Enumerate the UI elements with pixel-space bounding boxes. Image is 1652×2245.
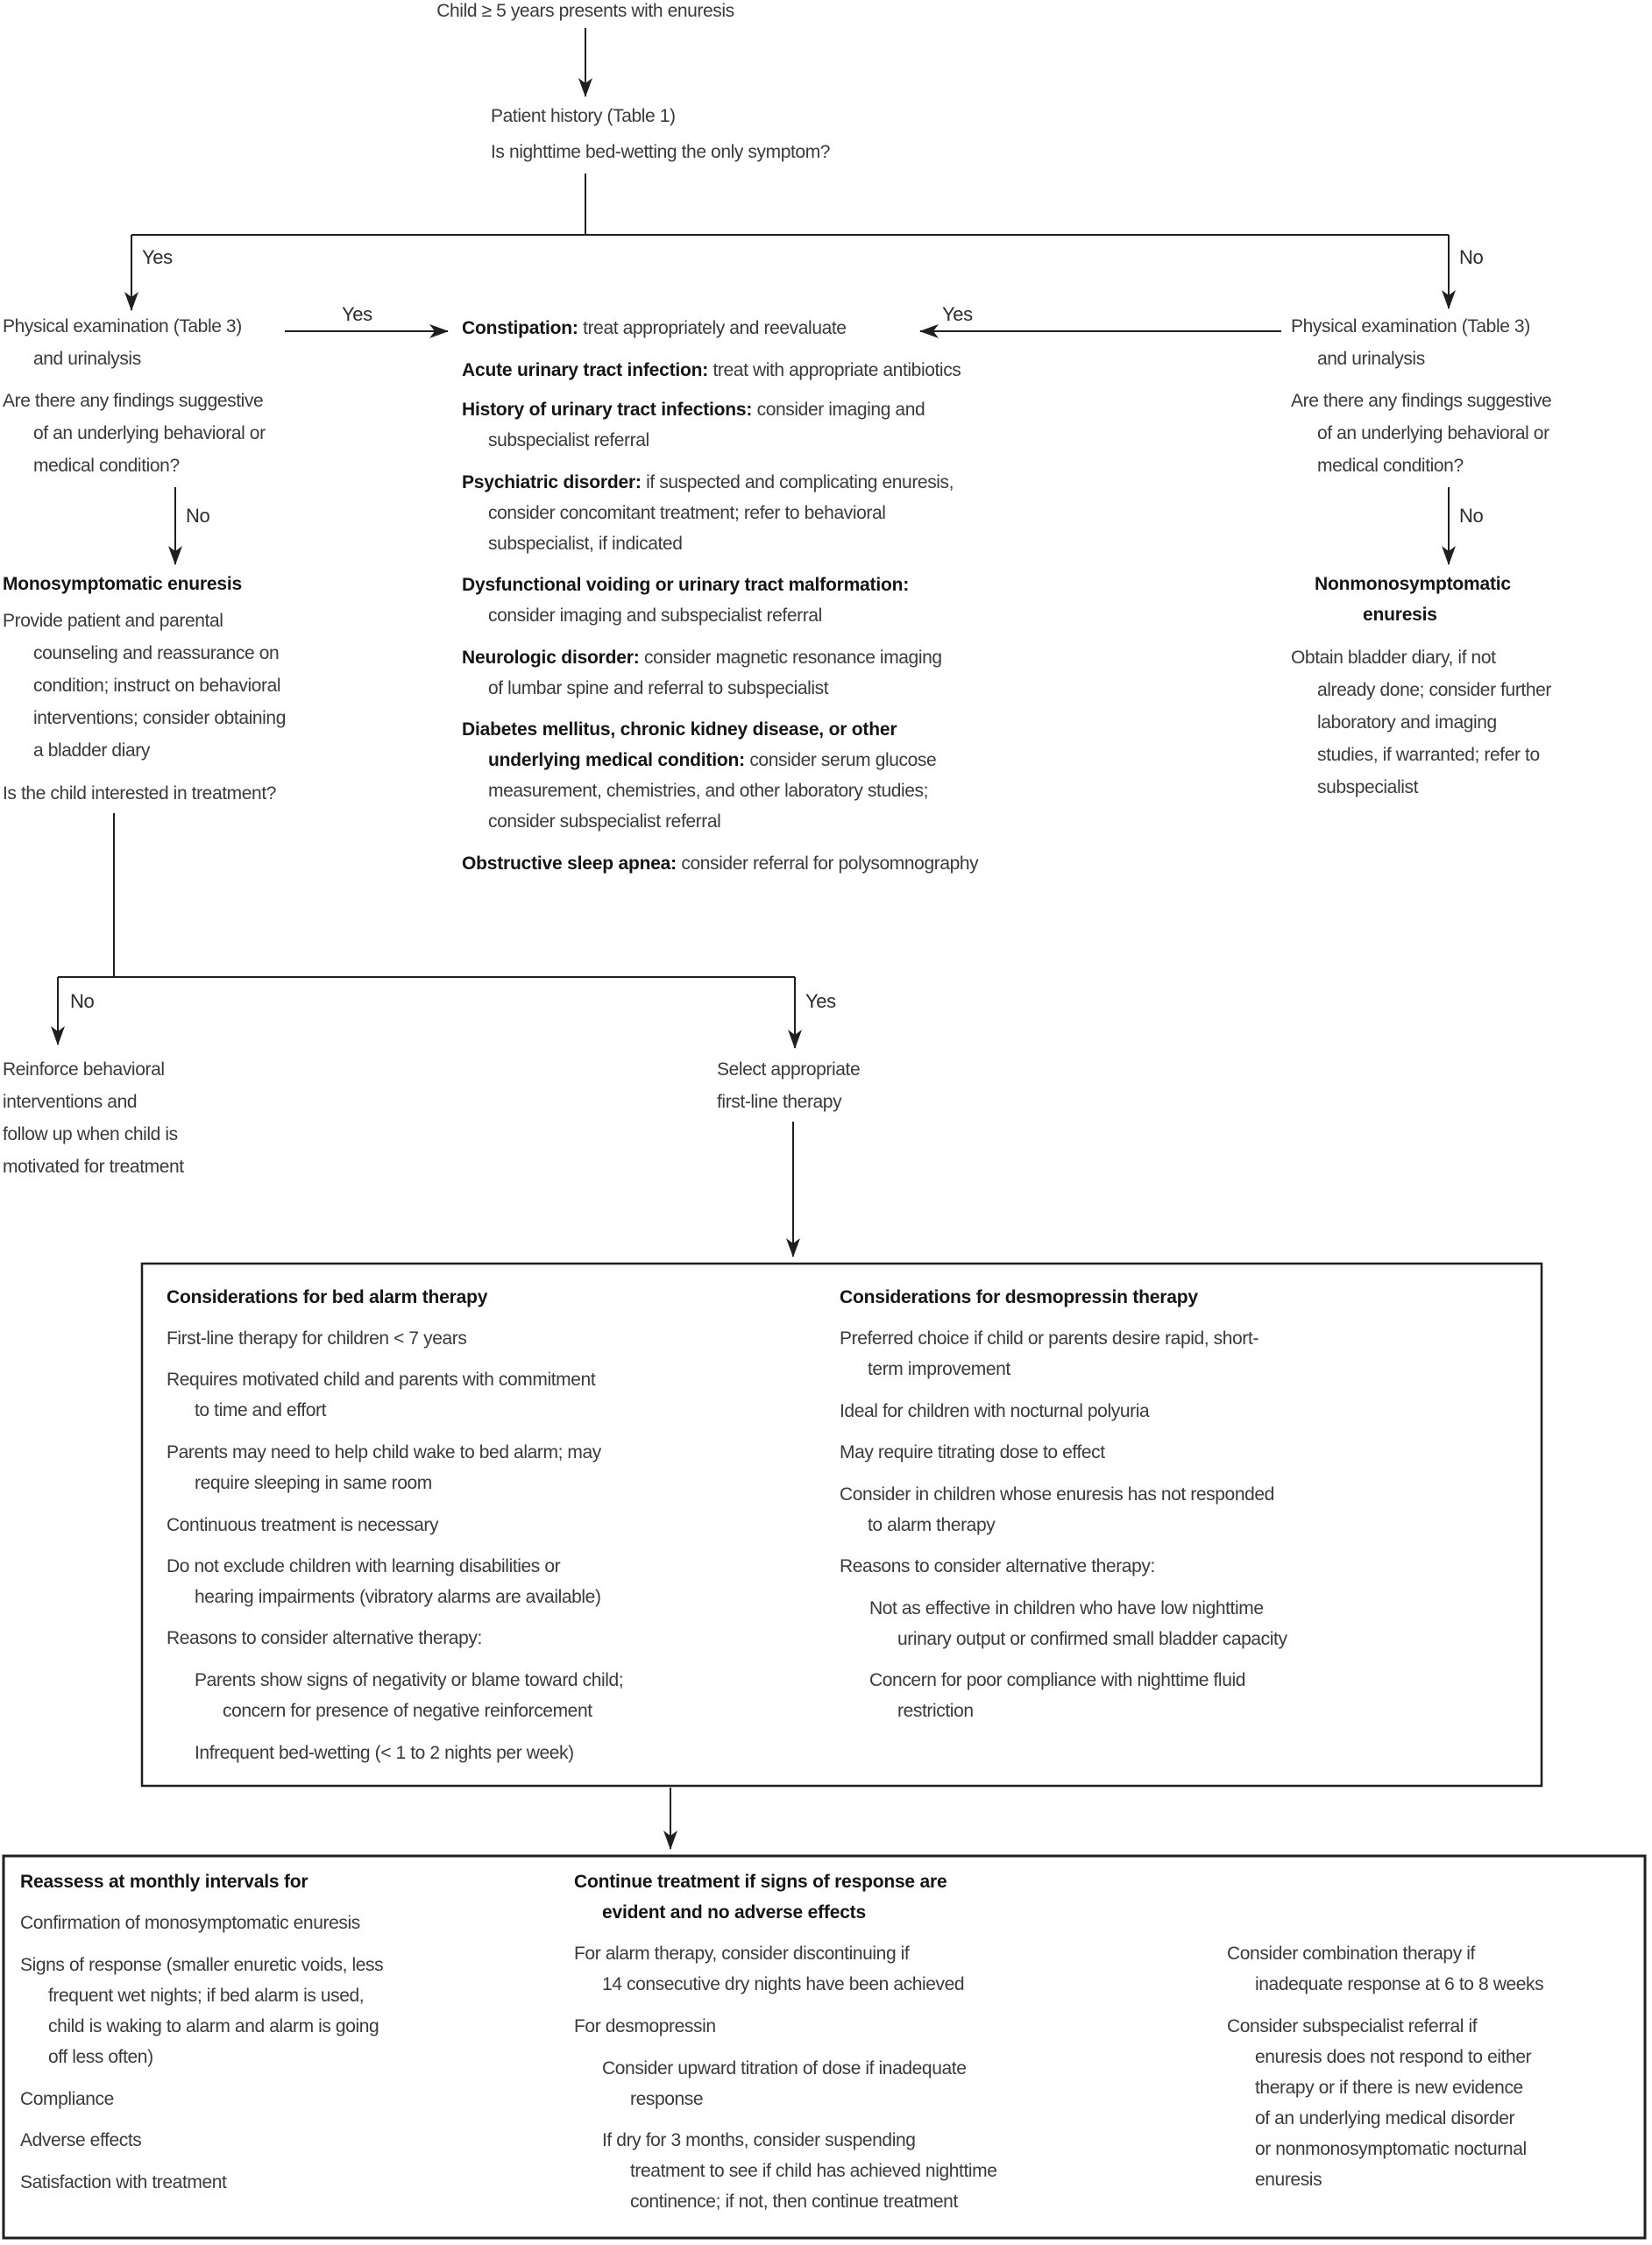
desmopressin-title: Considerations for desmopressin therapy	[840, 1287, 1198, 1307]
desmopressin-item4-line2: to alarm therapy	[868, 1515, 996, 1535]
right-exam-line2: and urinalysis	[1317, 349, 1425, 369]
continue-title-line1: Continue treatment if signs of response are	[574, 1872, 947, 1892]
reassess-item2-line1: Signs of response (smaller enuretic voids, less	[20, 1955, 384, 1975]
reassess-item3: Compliance	[20, 2089, 114, 2109]
condition-uti-history-line1: History of urinary tract infections: consider imaging and	[462, 400, 925, 420]
bed-alarm-item7-line2: concern for presence of negative reinforcement	[223, 1701, 592, 1721]
continue-item4-line3: continence; if not, then continue treatment	[630, 2192, 958, 2212]
yes-left-branch-label: Yes	[142, 246, 173, 268]
reinforce-line1: Reinforce behavioral	[3, 1059, 165, 1080]
condition-psychiatric-line3: subspecialist, if indicated	[488, 534, 683, 554]
select-therapy-line2: first-line therapy	[717, 1092, 842, 1112]
condition-diabetes-line2: underlying medical condition: consider serum glucose	[488, 750, 937, 770]
desmopressin-item5: Reasons to consider alternative therapy:	[840, 1556, 1155, 1576]
no-left-column-label: No	[186, 505, 210, 527]
condition-dysfunctional-voiding-line2: consider imaging and subspecialist referral	[488, 606, 822, 626]
bed-alarm-item1: First-line therapy for children < 7 years	[167, 1328, 467, 1349]
nonmonosymptomatic-diagnosis-line2: enuresis	[1363, 605, 1437, 625]
no-right-branch-label: No	[1459, 246, 1484, 268]
patient-history-node: Patient history (Table 1)	[491, 106, 676, 126]
condition-diabetes-line4: consider subspecialist referral	[488, 811, 721, 832]
continue-item3-line1: Consider upward titration of dose if inadequate	[602, 2058, 967, 2079]
continue-item1-line2: 14 consecutive dry nights have been achieved	[602, 1974, 965, 1994]
desmopressin-item1-line2: term improvement	[868, 1359, 1010, 1379]
bed-alarm-title: Considerations for bed alarm therapy	[167, 1287, 488, 1307]
condition-diabetes-line1: Diabetes mellitus, chronic kidney disease, or other	[462, 719, 897, 740]
start-node: Child ≥ 5 years presents with enuresis	[436, 1, 734, 21]
condition-psychiatric-line1: Psychiatric disorder: if suspected and complicating enuresis,	[462, 472, 954, 492]
condition-sleep-apnea: Obstructive sleep apnea: consider referral for polysomnography	[462, 853, 979, 874]
condition-neurologic-line2: of lumbar spine and referral to subspecialist	[488, 678, 829, 698]
bed-alarm-item8: Infrequent bed-wetting (< 1 to 2 nights per week)	[195, 1743, 574, 1763]
yes-right-to-conditions-label: Yes	[942, 303, 973, 325]
right-exam-line1: Physical examination (Table 3)	[1291, 316, 1530, 336]
desmopressin-item7-line1: Concern for poor compliance with nighttime fluid	[869, 1670, 1246, 1690]
left-plan-line2: counseling and reassurance on	[33, 643, 280, 663]
bed-alarm-item3-line1: Parents may need to help child wake to bed alarm; may	[167, 1442, 601, 1462]
bed-alarm-item3-line2: require sleeping in same room	[195, 1473, 432, 1493]
bed-alarm-item5-line1: Do not exclude children with learning disabilities or	[167, 1556, 561, 1576]
reassess-item2-line4: off less often)	[48, 2047, 153, 2067]
select-therapy-line1: Select appropriate	[717, 1059, 861, 1080]
symptom-question-node: Is nighttime bed-wetting the only symptom?	[491, 142, 831, 162]
reassess-item2-line2: frequent wet nights; if bed alarm is used,	[48, 1986, 365, 2006]
right-plan-line2: already done; consider further	[1317, 680, 1551, 700]
referral-item1-line1: Consider combination therapy if	[1227, 1944, 1475, 1964]
desmopressin-item2: Ideal for children with nocturnal polyuria	[840, 1401, 1150, 1421]
reassess-item1: Confirmation of monosymptomatic enuresis	[20, 1913, 360, 1933]
condition-diabetes-line3: measurement, chemistries, and other laboratory studies;	[488, 781, 929, 801]
desmopressin-item4-line1: Consider in children whose enuresis has not responded	[840, 1484, 1274, 1505]
reassess-item2-line3: child is waking to alarm and alarm is going	[48, 2016, 379, 2036]
left-findings-question-line1: Are there any findings suggestive	[3, 391, 264, 411]
desmopressin-item1-line1: Preferred choice if child or parents desire rapid, short-	[840, 1328, 1258, 1349]
condition-acute-uti: Acute urinary tract infection: treat with appropriate antibiotics	[462, 360, 961, 380]
bed-alarm-item2-line1: Requires motivated child and parents with commitment	[167, 1370, 596, 1390]
monosymptomatic-diagnosis: Monosymptomatic enuresis	[3, 574, 242, 594]
right-findings-question-line3: medical condition?	[1317, 456, 1464, 476]
bed-alarm-item2-line2: to time and effort	[195, 1400, 327, 1420]
reassess-item4: Adverse effects	[20, 2130, 142, 2150]
continue-item4-line2: treatment to see if child has achieved nighttime	[630, 2161, 997, 2181]
condition-dysfunctional-voiding-line1: Dysfunctional voiding or urinary tract malformation:	[462, 575, 909, 595]
right-findings-question-line2: of an underlying behavioral or	[1317, 423, 1549, 443]
bed-alarm-item7-line1: Parents show signs of negativity or blame toward child;	[195, 1670, 624, 1690]
reassess-item5: Satisfaction with treatment	[20, 2172, 227, 2192]
right-plan-line3: laboratory and imaging	[1317, 712, 1497, 733]
condition-constipation: Constipation: treat appropriately and reevaluate	[462, 318, 847, 338]
reinforce-line2: interventions and	[3, 1092, 138, 1112]
referral-item2-line4: of an underlying medical disorder	[1255, 2108, 1515, 2128]
left-plan-line3: condition; instruct on behavioral	[33, 676, 281, 696]
referral-item2-line2: enuresis does not respond to either	[1255, 2047, 1532, 2067]
right-findings-question-line1: Are there any findings suggestive	[1291, 391, 1552, 411]
desmopressin-item6-line2: urinary output or confirmed small bladder capacity	[897, 1629, 1287, 1649]
left-exam-line2: and urinalysis	[33, 349, 141, 369]
referral-item2-line3: therapy or if there is new evidence	[1255, 2078, 1523, 2098]
nonmonosymptomatic-diagnosis-line1: Nonmonosymptomatic	[1315, 574, 1511, 594]
left-plan-line1: Provide patient and parental	[3, 611, 223, 631]
reinforce-line4: motivated for treatment	[3, 1157, 184, 1177]
condition-uti-history-line2: subspecialist referral	[488, 430, 649, 450]
referral-item1-line2: inadequate response at 6 to 8 weeks	[1255, 1974, 1544, 1994]
yes-select-therapy-label: Yes	[805, 990, 836, 1012]
left-findings-question-line3: medical condition?	[33, 456, 180, 476]
referral-item2-line5: or nonmonosymptomatic nocturnal	[1255, 2139, 1527, 2159]
desmopressin-item3: May require titrating dose to effect	[840, 1442, 1105, 1462]
yes-left-to-conditions-label: Yes	[342, 303, 372, 325]
condition-neurologic-line1: Neurologic disorder: consider magnetic resonance imaging	[462, 648, 942, 668]
left-findings-question-line2: of an underlying behavioral or	[33, 423, 266, 443]
right-plan-line1: Obtain bladder diary, if not	[1291, 648, 1496, 668]
continue-item4-line1: If dry for 3 months, consider suspending	[602, 2130, 916, 2150]
continue-title-line2: evident and no adverse effects	[602, 1902, 866, 1923]
no-right-column-label: No	[1459, 505, 1484, 527]
treatment-interest-question: Is the child interested in treatment?	[3, 783, 277, 804]
left-exam-line1: Physical examination (Table 3)	[3, 316, 242, 336]
bed-alarm-item6: Reasons to consider alternative therapy:	[167, 1628, 482, 1648]
referral-item2-line1: Consider subspecialist referral if	[1227, 2016, 1478, 2036]
left-plan-line4: interventions; consider obtaining	[33, 708, 286, 728]
right-plan-line4: studies, if warranted; refer to	[1317, 745, 1540, 765]
referral-item2-line6: enuresis	[1255, 2170, 1322, 2190]
desmopressin-item6-line1: Not as effective in children who have low nighttime	[869, 1598, 1264, 1618]
bed-alarm-item4: Continuous treatment is necessary	[167, 1515, 439, 1535]
no-reinforce-label: No	[70, 990, 95, 1012]
continue-item2: For desmopressin	[574, 2016, 716, 2036]
continue-item1-line1: For alarm therapy, consider discontinuing if	[574, 1944, 910, 1964]
left-plan-line5: a bladder diary	[33, 740, 150, 761]
reinforce-line3: follow up when child is	[3, 1124, 178, 1144]
right-plan-line5: subspecialist	[1317, 777, 1419, 797]
bed-alarm-item5-line2: hearing impairments (vibratory alarms are available)	[195, 1587, 601, 1607]
continue-item3-line2: response	[630, 2089, 704, 2109]
desmopressin-item7-line2: restriction	[897, 1701, 974, 1721]
reassess-title: Reassess at monthly intervals for	[20, 1872, 308, 1892]
condition-psychiatric-line2: consider concomitant treatment; refer to behavioral	[488, 503, 886, 523]
